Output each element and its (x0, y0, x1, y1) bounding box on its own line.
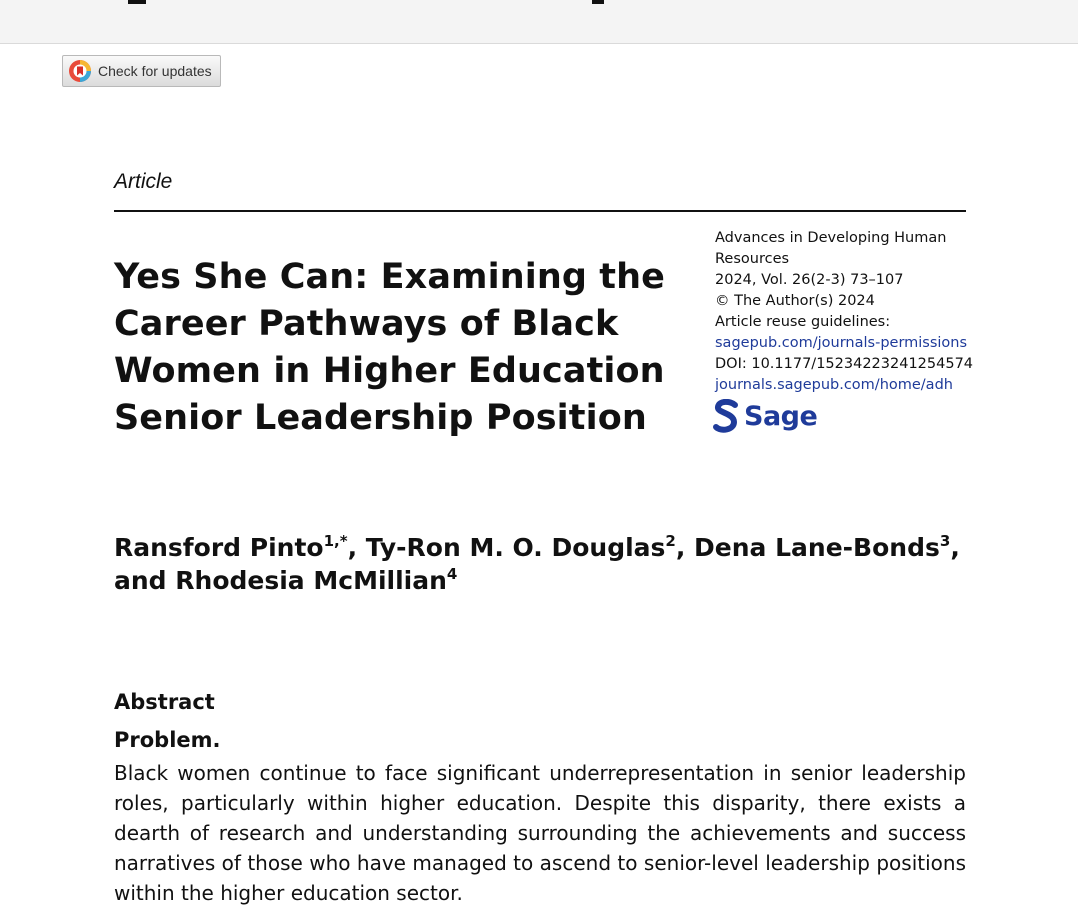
journal-volume: 2024, Vol. 26(2-3) 73–107 (715, 272, 904, 288)
author-name: Ransford Pinto (114, 533, 324, 562)
author-conjunction: and (114, 566, 176, 595)
abstract-heading: Abstract (114, 690, 215, 714)
author-entry (114, 566, 457, 595)
sage-wordmark: Sage (744, 400, 818, 432)
author-separator: , (347, 533, 366, 562)
author-entry (366, 533, 694, 562)
check-for-updates-label[interactable]: Check for updates (98, 63, 212, 79)
affiliation-marker[interactable]: 2 (665, 531, 676, 550)
problem-heading: Problem. (114, 728, 221, 752)
journal-info (715, 228, 975, 396)
doi-text: DOI: 10.1177/15234223241254574 (715, 356, 974, 372)
sage-s-icon (713, 399, 739, 433)
viewer-toolbar (0, 0, 1078, 44)
author-list (114, 531, 984, 597)
affiliation-marker[interactable]: 4 (446, 564, 458, 583)
affiliation-marker[interactable]: 1,* (323, 531, 348, 550)
affiliation-marker[interactable]: 3 (939, 531, 951, 550)
crossmark-icon (68, 59, 92, 83)
header-rule (114, 210, 966, 212)
author-entry (694, 533, 960, 562)
article-title: Yes She Can: Examining the Career Pathways of Black Women in Higher Education Senior Leadership Position (114, 257, 665, 438)
journal-name: Advances in Developing Human Resources (715, 230, 947, 267)
author-separator: , (950, 533, 960, 562)
copyright-notice: © The Author(s) 2024 (715, 293, 875, 309)
check-for-updates-button[interactable] (62, 55, 221, 87)
reuse-guidelines-label: Article reuse guidelines: (715, 314, 891, 330)
author-separator: , (675, 533, 695, 562)
journal-home-link[interactable]: journals.sagepub.com/home/adh (715, 377, 953, 393)
cropped-heading-fragment (112, 0, 612, 4)
permissions-link[interactable]: sagepub.com/journals-permissions (715, 335, 968, 351)
author-name: Ty-Ron M. O. Douglas (365, 533, 666, 562)
author-name: Rhodesia McMillian (175, 566, 447, 595)
author-name: Dena Lane-Bonds (694, 533, 940, 562)
article-type-label: Article (114, 170, 173, 193)
problem-paragraph: Black women continue to face significant underrepresentation in senior leadership roles, particularly within higher education. Despite this disparity, there exists a dearth of research and understanding surrounding the achievements and success narratives of those who have managed to ascend to senior-level leadership positions within the higher education sector. (114, 761, 966, 905)
author-entry (114, 533, 366, 562)
sage-logo (713, 399, 817, 433)
